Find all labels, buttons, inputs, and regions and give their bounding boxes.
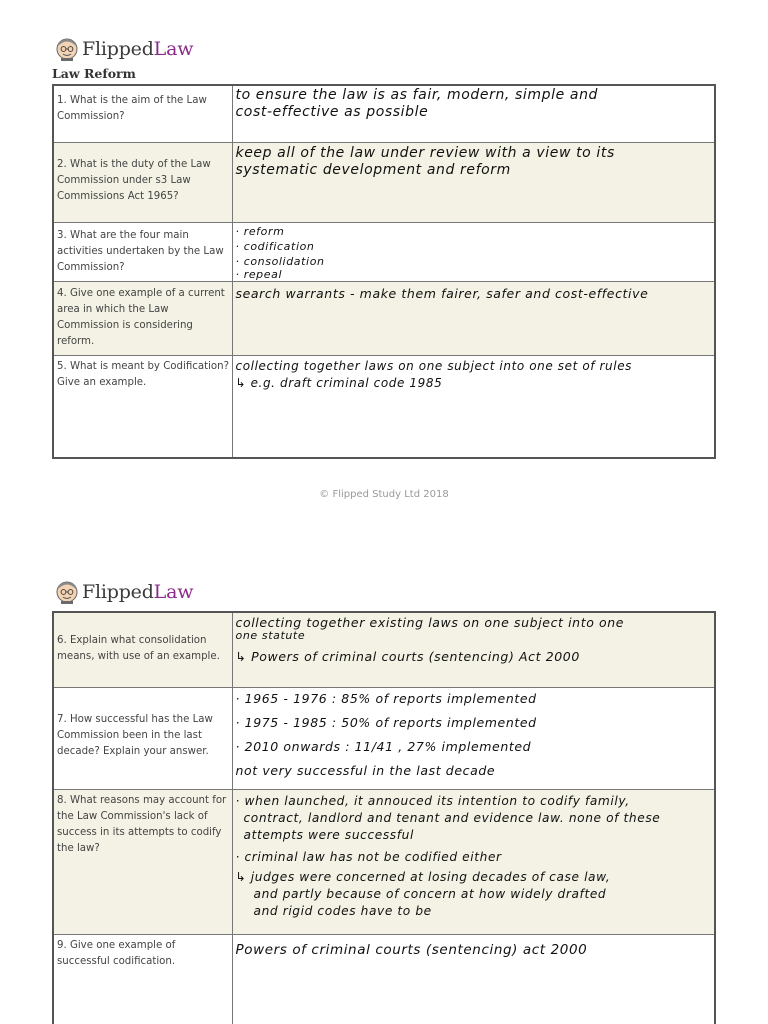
qa-row bbox=[53, 687, 715, 789]
flippedlaw-logo bbox=[56, 37, 193, 61]
answer-cell: search warrants - make them fairer, safer and cost-effective bbox=[232, 281, 715, 355]
brand-name: FlippedLaw bbox=[82, 581, 194, 603]
answer-cell: · reform · codification · consolidation · repeal bbox=[232, 222, 715, 281]
answer-cell: · when launched, it annouced its intention to codify family, contract, landlord and tenant and evidence law. none of these attempts were successful · criminal law has not be codified either ↳ judges were concerned at losing decades of case law, and partly because of concern at how widely drafted and rigid codes have to be bbox=[232, 789, 715, 934]
qa-table-page-2 bbox=[52, 611, 716, 1024]
question-cell: 1. What is the aim of the Law Commission? bbox=[53, 85, 232, 142]
answer-cell: keep all of the law under review with a view to its systematic development and reform bbox=[232, 142, 715, 222]
answer-cell: collecting together existing laws on one subject into one one statute ↳ Powers of criminal courts (sentencing) Act 2000 bbox=[232, 612, 715, 687]
question-cell: 9. Give one example of successful codification. bbox=[53, 934, 232, 1024]
teacher-face-icon bbox=[56, 580, 78, 604]
copyright-footer: © Flipped Study Ltd 2018 bbox=[319, 489, 449, 500]
qa-row bbox=[53, 934, 715, 1024]
qa-row bbox=[53, 222, 715, 281]
qa-row bbox=[53, 612, 715, 687]
section-title: Law Reform bbox=[52, 66, 136, 81]
question-cell: 3. What are the four main activities undertaken by the Law Commission? bbox=[53, 222, 232, 281]
qa-row bbox=[53, 142, 715, 222]
question-cell: 4. Give one example of a current area in which the Law Commission is considering reform. bbox=[53, 281, 232, 355]
answer-cell: collecting together laws on one subject into one set of rules ↳ e.g. draft criminal code 1985 bbox=[232, 355, 715, 458]
flippedlaw-logo bbox=[56, 580, 193, 604]
answer-cell: to ensure the law is as fair, modern, simple and cost-effective as possible bbox=[232, 85, 715, 142]
question-cell: 6. Explain what consolidation means, with use of an example. bbox=[53, 612, 232, 687]
qa-row bbox=[53, 355, 715, 458]
question-cell: 2. What is the duty of the Law Commission under s3 Law Commissions Act 1965? bbox=[53, 142, 232, 222]
question-cell: 7. How successful has the Law Commission been in the last decade? Explain your answer. bbox=[53, 687, 232, 789]
question-cell: 8. What reasons may account for the Law Commission's lack of success in its attempts to codify the law? bbox=[53, 789, 232, 934]
qa-row bbox=[53, 789, 715, 934]
qa-row bbox=[53, 85, 715, 142]
qa-row bbox=[53, 281, 715, 355]
teacher-face-icon bbox=[56, 37, 78, 61]
brand-name: FlippedLaw bbox=[82, 38, 194, 60]
answer-cell: Powers of criminal courts (sentencing) act 2000 bbox=[232, 934, 715, 1024]
qa-table-page-1 bbox=[52, 84, 716, 459]
answer-cell: · 1965 - 1976 : 85% of reports implemented · 1975 - 1985 : 50% of reports implemented · 2010 onwards : 11/41 , 27% implemented not very successful in the last decade bbox=[232, 687, 715, 789]
question-cell: 5. What is meant by Codification? Give an example. bbox=[53, 355, 232, 458]
